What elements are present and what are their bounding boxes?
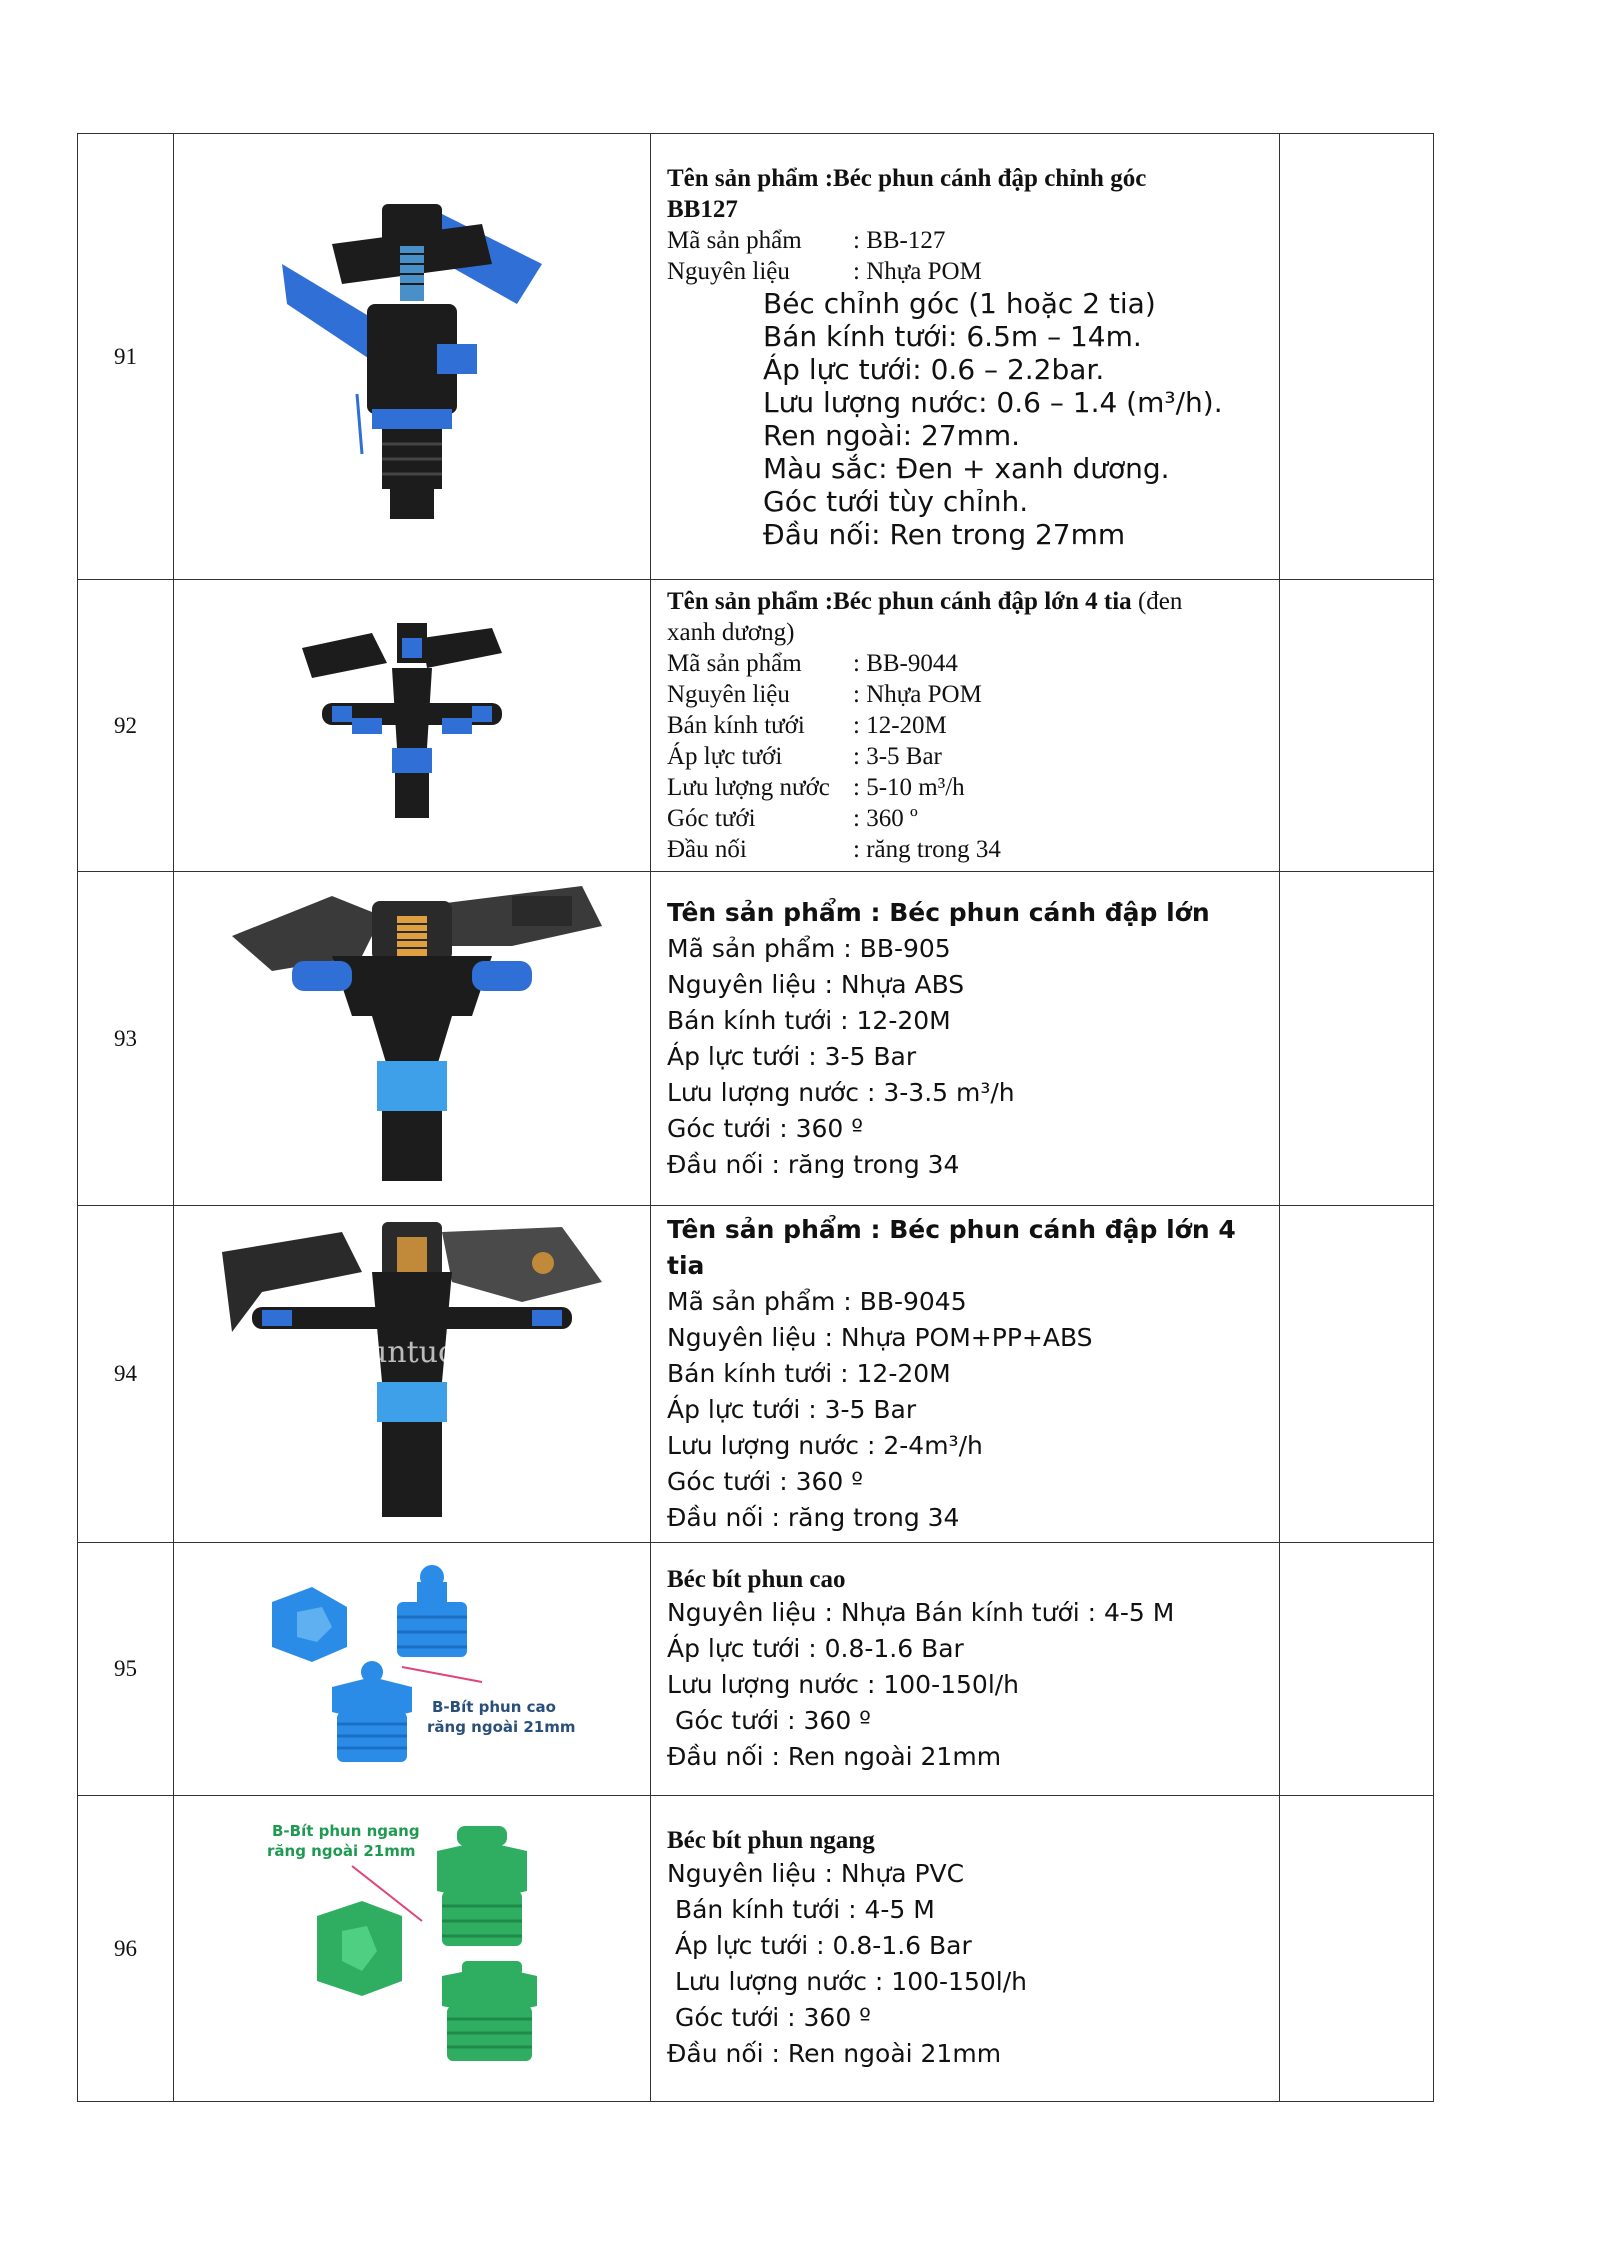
- empty-cell: [1280, 134, 1434, 580]
- large-impact-sprinkler-icon: [212, 876, 612, 1196]
- row-number: 91: [78, 134, 174, 580]
- spec-line: Nguyên liệu : Nhựa Bán kính tưới : 4-5 M: [667, 1597, 1175, 1627]
- spec-line: Áp lực tưới : 0.8-1.6 Bar: [667, 1931, 972, 1960]
- product-description: [651, 1796, 1280, 2102]
- spec-key: Lưu lượng nước: [667, 774, 830, 801]
- product-title: Tên sản phẩm : Béc phun cánh đập lớn 4 tia: [667, 1215, 1236, 1280]
- spec-line: Mã sản phẩm : BB-905: [667, 933, 951, 963]
- spec-line: Mã sản phẩm : BB-9045: [667, 1287, 967, 1316]
- spec-line: Lưu lượng nước : 100-150l/h: [667, 1967, 1027, 1996]
- spec-line: Áp lực tưới : 0.8-1.6 Bar: [667, 1633, 964, 1663]
- feature-item: Màu sắc: Đen + xanh dương.: [763, 451, 1170, 485]
- product-label: B-Bít phun cao: [432, 1697, 556, 1716]
- spec-line: Lưu lượng nước : 2-4m³/h: [667, 1431, 983, 1460]
- row-number: 92: [78, 580, 174, 872]
- spec-line: Bán kính tưới : 12-20M: [667, 1005, 951, 1035]
- feature-item: Góc tưới tùy chỉnh.: [763, 484, 1029, 518]
- table-row: [78, 1796, 1434, 2102]
- spec-line: Góc tưới : 360 º: [667, 1705, 871, 1735]
- product-title-cont: BB127: [667, 195, 738, 223]
- feature-item: Bán kính tưới: 6.5m – 14m.: [763, 319, 1142, 353]
- spec-line: Góc tưới : 360 º: [667, 1113, 864, 1143]
- spec-key: Mã sản phẩm: [667, 650, 802, 677]
- spec-row: [667, 225, 1267, 256]
- empty-cell: [1280, 1543, 1434, 1796]
- spec-value: : Nhựa POM: [853, 257, 982, 285]
- row-number: 93: [78, 872, 174, 1206]
- product-description: [651, 134, 1280, 580]
- four-nozzle-sprinkler-icon: [292, 608, 532, 838]
- spec-key: Nguyên liệu: [667, 681, 790, 708]
- product-description: [651, 872, 1280, 1206]
- table-row: [78, 580, 1434, 872]
- spec-value: : Nhựa POM: [853, 681, 982, 708]
- spec-line: Nguyên liệu : Nhựa ABS: [667, 969, 965, 999]
- empty-cell: [1280, 580, 1434, 872]
- table-row: [78, 1543, 1434, 1796]
- spec-line: Đầu nối : răng trong 34: [667, 1503, 960, 1532]
- spec-value: : 360 º: [853, 805, 918, 832]
- feature-item: Béc chỉnh góc (1 hoặc 2 tia): [763, 286, 1156, 320]
- spec-value: : BB-127: [853, 226, 946, 254]
- product-title: Béc bít phun cao: [667, 1565, 846, 1593]
- row-number: 94: [78, 1206, 174, 1543]
- product-label: B-Bít phun ngang: [272, 1822, 420, 1840]
- spec-value: : răng trong 34: [853, 836, 1001, 863]
- feature-list: [667, 287, 1267, 551]
- spec-line: Lưu lượng nước : 3-3.5 m³/h: [667, 1077, 1015, 1107]
- spec-row: [667, 648, 1267, 679]
- spec-row: [667, 834, 1267, 865]
- spec-row: [667, 710, 1267, 741]
- product-image-cell: [174, 1796, 651, 2102]
- spec-row: [667, 803, 1267, 834]
- spec-row: [667, 772, 1267, 803]
- feature-item: Đầu nối: Ren trong 27mm: [763, 517, 1126, 551]
- spec-value: : 3-5 Bar: [853, 743, 942, 770]
- feature-item: Lưu lượng nước: 0.6 – 1.4 (m³/h).: [763, 385, 1223, 419]
- spec-value: : 12-20M: [853, 712, 947, 739]
- product-title-rest: (đen: [1131, 588, 1183, 615]
- spec-line: Lưu lượng nước : 100-150l/h: [667, 1669, 1020, 1699]
- table-row: [78, 1206, 1434, 1543]
- row-number: 95: [78, 1543, 174, 1796]
- spec-row: [667, 256, 1267, 287]
- feature-item: Ren ngoài: 27mm.: [763, 418, 1021, 452]
- product-title: Tên sản phẩm : Béc phun cánh đập lớn: [667, 897, 1210, 927]
- product-label: răng ngoài 21mm: [267, 1842, 416, 1860]
- row-number: 96: [78, 1796, 174, 2102]
- spec-line: Đầu nối : Ren ngoài 21mm: [667, 1741, 1002, 1771]
- spec-value: : 5-10 m³/h: [853, 774, 965, 801]
- spec-key: Đầu nối: [667, 836, 747, 863]
- table-row: [78, 872, 1434, 1206]
- spec-key: Mã sản phẩm: [667, 226, 802, 254]
- product-image-cell: [174, 1206, 651, 1543]
- product-title: [667, 586, 1267, 617]
- feature-item: Áp lực tưới: 0.6 – 2.2bar.: [763, 352, 1105, 386]
- spec-key: Góc tưới: [667, 805, 756, 832]
- product-title: Béc bít phun ngang: [667, 1827, 875, 1854]
- watermark-text: untuo: [367, 1334, 457, 1370]
- spec-line: Đầu nối : răng trong 34: [667, 1149, 960, 1179]
- product-title-bold: Tên sản phẩm :Béc phun cánh đập lớn 4 tia: [667, 588, 1132, 615]
- blue-plug-nozzle-icon: [242, 1552, 582, 1782]
- spec-line: Nguyên liệu : Nhựa POM+PP+ABS: [667, 1323, 1093, 1352]
- empty-cell: [1280, 1206, 1434, 1543]
- empty-cell: [1280, 1796, 1434, 2102]
- spec-value: : BB-9044: [853, 650, 958, 677]
- spec-row: [667, 679, 1267, 710]
- product-table: [77, 133, 1434, 2102]
- product-description: [651, 1206, 1280, 1543]
- large-four-nozzle-sprinkler-icon: [202, 1212, 622, 1532]
- spec-key: Bán kính tưới: [667, 712, 805, 739]
- spec-line: Góc tưới : 360 º: [667, 2003, 871, 2032]
- product-title: Tên sản phẩm :Béc phun cánh đập chỉnh góc: [667, 164, 1147, 192]
- product-label: răng ngoài 21mm: [427, 1717, 576, 1736]
- spec-line: Nguyên liệu : Nhựa PVC: [667, 1859, 965, 1888]
- green-plug-nozzle-icon: [252, 1811, 572, 2081]
- product-image-cell: [174, 580, 651, 872]
- product-title-cont: xanh dương): [667, 619, 795, 646]
- spec-line: Bán kính tưới : 4-5 M: [667, 1895, 935, 1924]
- impact-sprinkler-adjustable-icon: [262, 154, 562, 554]
- product-description: [651, 1543, 1280, 1796]
- spec-key: Áp lực tưới: [667, 743, 783, 770]
- product-image-cell: [174, 872, 651, 1206]
- product-image-cell: [174, 1543, 651, 1796]
- spec-line: Góc tưới : 360 º: [667, 1467, 864, 1496]
- table-row: [78, 134, 1434, 580]
- spec-line: Áp lực tưới : 3-5 Bar: [667, 1395, 917, 1424]
- spec-line: Bán kính tưới : 12-20M: [667, 1359, 951, 1388]
- product-description: [651, 580, 1280, 872]
- product-image-cell: [174, 134, 651, 580]
- spec-key: Nguyên liệu: [667, 257, 790, 285]
- spec-row: [667, 741, 1267, 772]
- spec-line: Đầu nối : Ren ngoài 21mm: [667, 2039, 1002, 2068]
- empty-cell: [1280, 872, 1434, 1206]
- spec-line: Áp lực tưới : 3-5 Bar: [667, 1041, 917, 1071]
